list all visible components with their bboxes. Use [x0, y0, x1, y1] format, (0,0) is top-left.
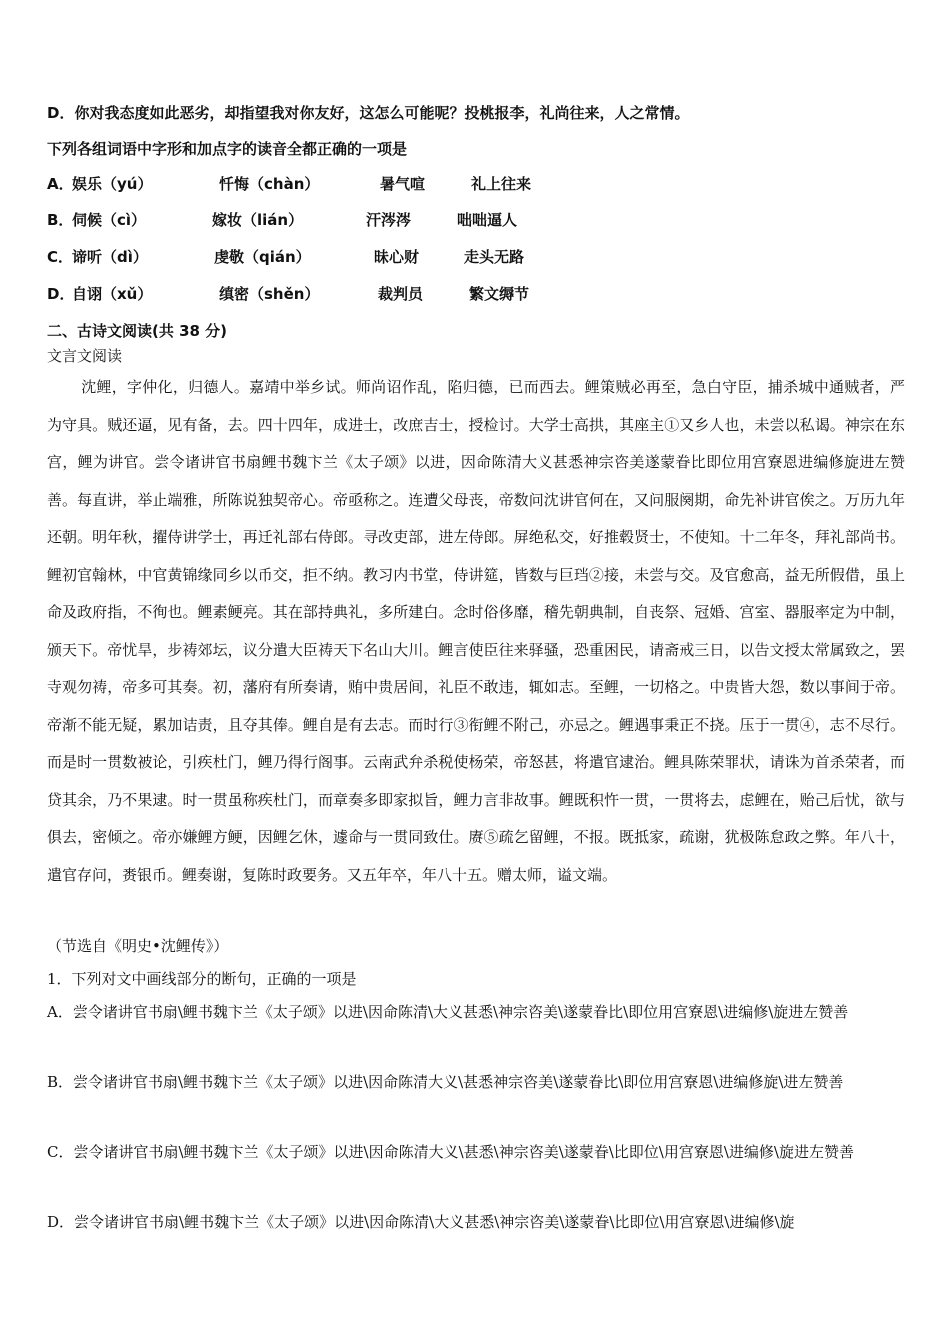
q1-option-c: C．尝令诸讲官书扇\鲤书魏卞兰《太子颂》以进\因命陈清大义\甚悉\神宗咨美\遂蒙眷\比即位\用宫寮恩\进编修\旋进左赞善 — [47, 1143, 854, 1161]
q1-option-b: B．尝令诸讲官书扇\鲤书魏卞兰《太子颂》以进\因命陈清大义\甚悉神宗咨美\遂蒙眷比\即位用宫寮恩\进编修旋\进左赞善 — [47, 1073, 844, 1091]
question-1-stem: 1．下列对文中画线部分的断句，正确的一项是 — [47, 970, 357, 988]
q1-option-d: D．尝令诸讲官书扇\鲤书魏卞兰《太子颂》以进\因命陈清\大义甚悉\神宗咨美\遂蒙眷\比即位\用宫寮恩\进编修\旋 — [47, 1213, 795, 1231]
option-label: C． — [47, 248, 74, 266]
subsection-heading: 文言文阅读 — [47, 347, 123, 365]
q1-option-a: A．尝令诸讲官书扇\鲤书魏卞兰《太子颂》以进\因命陈清\大义甚悉\神宗咨美\遂蒙眷比\即位用宫寮恩\进编修\旋进左赞善 — [47, 1003, 849, 1021]
option-word: 汗涔涔 — [366, 211, 412, 229]
passage-source: （节选自《明史•沈鲤传》） — [47, 937, 229, 955]
option-label: B． — [47, 211, 74, 229]
option-word: 虔敬（qián） — [214, 248, 311, 266]
option-label: A． — [47, 175, 74, 193]
option-word: 繁文缛节 — [469, 285, 530, 303]
option-label: D． — [47, 285, 75, 303]
option-word: 自诩（xǔ） — [72, 285, 153, 303]
option-word: 礼上往来 — [471, 175, 532, 193]
question-stem: 下列各组词语中字形和加点字的读音全都正确的一项是 — [47, 140, 408, 158]
option-word: 暑气喧 — [380, 175, 426, 193]
option-word: 谛听（dì） — [72, 248, 148, 266]
option-word: 咄咄逼人 — [457, 211, 518, 229]
option-word: 昧心财 — [374, 248, 420, 266]
option-d-prev-question: D．你对我态度如此恶劣，却指望我对你友好，这怎么可能呢？投桃报李，礼尚往来，人之常情。 — [47, 104, 690, 122]
option-word: 嫁妆（lián） — [212, 211, 304, 229]
option-word: 裁判员 — [378, 285, 424, 303]
classical-passage — [47, 369, 905, 894]
section-heading: 二、古诗文阅读(共 38 分) — [47, 322, 228, 340]
option-word: 走头无路 — [464, 248, 525, 266]
option-word: 缜密（shěn） — [219, 285, 320, 303]
option-word: 伺候（cì） — [72, 211, 147, 229]
option-word: 忏悔（chàn） — [219, 175, 320, 193]
passage-text: 沈鲤，字仲化，归德人。嘉靖中举乡试。师尚诏作乱，陷归德，已而西去。鲤策贼必再至，急白守臣，捕杀城中通贼者，严为守具。贼还逼，见有备，去。四十四年，成进士，改庶吉士，授检讨。大学士高拱，其座主①又乡人也，未尝以私谒。神宗在东宫，鲤为讲官。尝令诸讲官书扇鲤书魏卞兰《太子颂》以进，因命陈清大义甚悉神宗咨美遂蒙眷比即位用宫寮恩进编修旋进左赞善。每直讲，举止端雅，所陈说独契帝心。帝亟称之。连遭父母丧，帝数问沈讲官何在，又问服阕期，命先补讲官俟之。万历九年还朝。明年秋，擢侍讲学士，再迁礼部右侍郎。寻改吏部，进左侍郎。屏绝私交，好推毂贤士，不使知。十二年冬，拜礼部尚书。鲤初官翰林，中官黄锦缘同乡以币交，拒不纳。教习内书堂，侍讲筵，皆数与巨珰②接，未尝与交。及官愈高，益无所假借，虽上命及政府指，不徇也。鲤素鲠亮。其在部持典礼，多所建白。念时俗侈靡，稽先朝典制，自丧祭、冠婚、宫室、器服率定为中制，颁天下。帝忧旱，步祷郊坛，议分遣大臣祷天下名山大川。鲤言使臣往来驿骚，恐重困民，请斋戒三日，以告文授太常属致之，罢寺观勿祷，帝多可其奏。初，藩府有所奏请，贿中贵居间，礼臣不敢违，辄如志。至鲤，一切格之。中贵皆大怨，数以事间于帝。帝渐不能无疑，累加诘责，且夺其俸。鲤自是有去志。而时行③衔鲤不附己，亦忌之。鲤遇事秉正不挠。压于一贯④，志不尽行。而是时一贯数被论，引疾杜门，鲤乃得行阁事。云南武弁杀税使杨荣，帝怒甚，将遣官逮治。鲤具陈荣罪状，请诛为首杀荣者，而贷其余，乃不果逮。时一贯虽称疾杜门，而章奏多即家拟旨，鲤力言非故事。鲤既积忤一贯，一贯将去，虑鲤在，贻己后忧，欲与俱去，密倾之。帝亦嫌鲤方鲠，因鲤乞休，遽命与一贯同致仕。赓⑤疏乞留鲤，不报。既抵家，疏谢，犹极陈怠政之弊。年八十，遣官存问，赉银币。鲤奏谢，复陈时政要务。又五年卒，年八十五。赠太师，谥文端。 — [47, 378, 905, 884]
option-word: 娱乐（yú） — [72, 175, 153, 193]
